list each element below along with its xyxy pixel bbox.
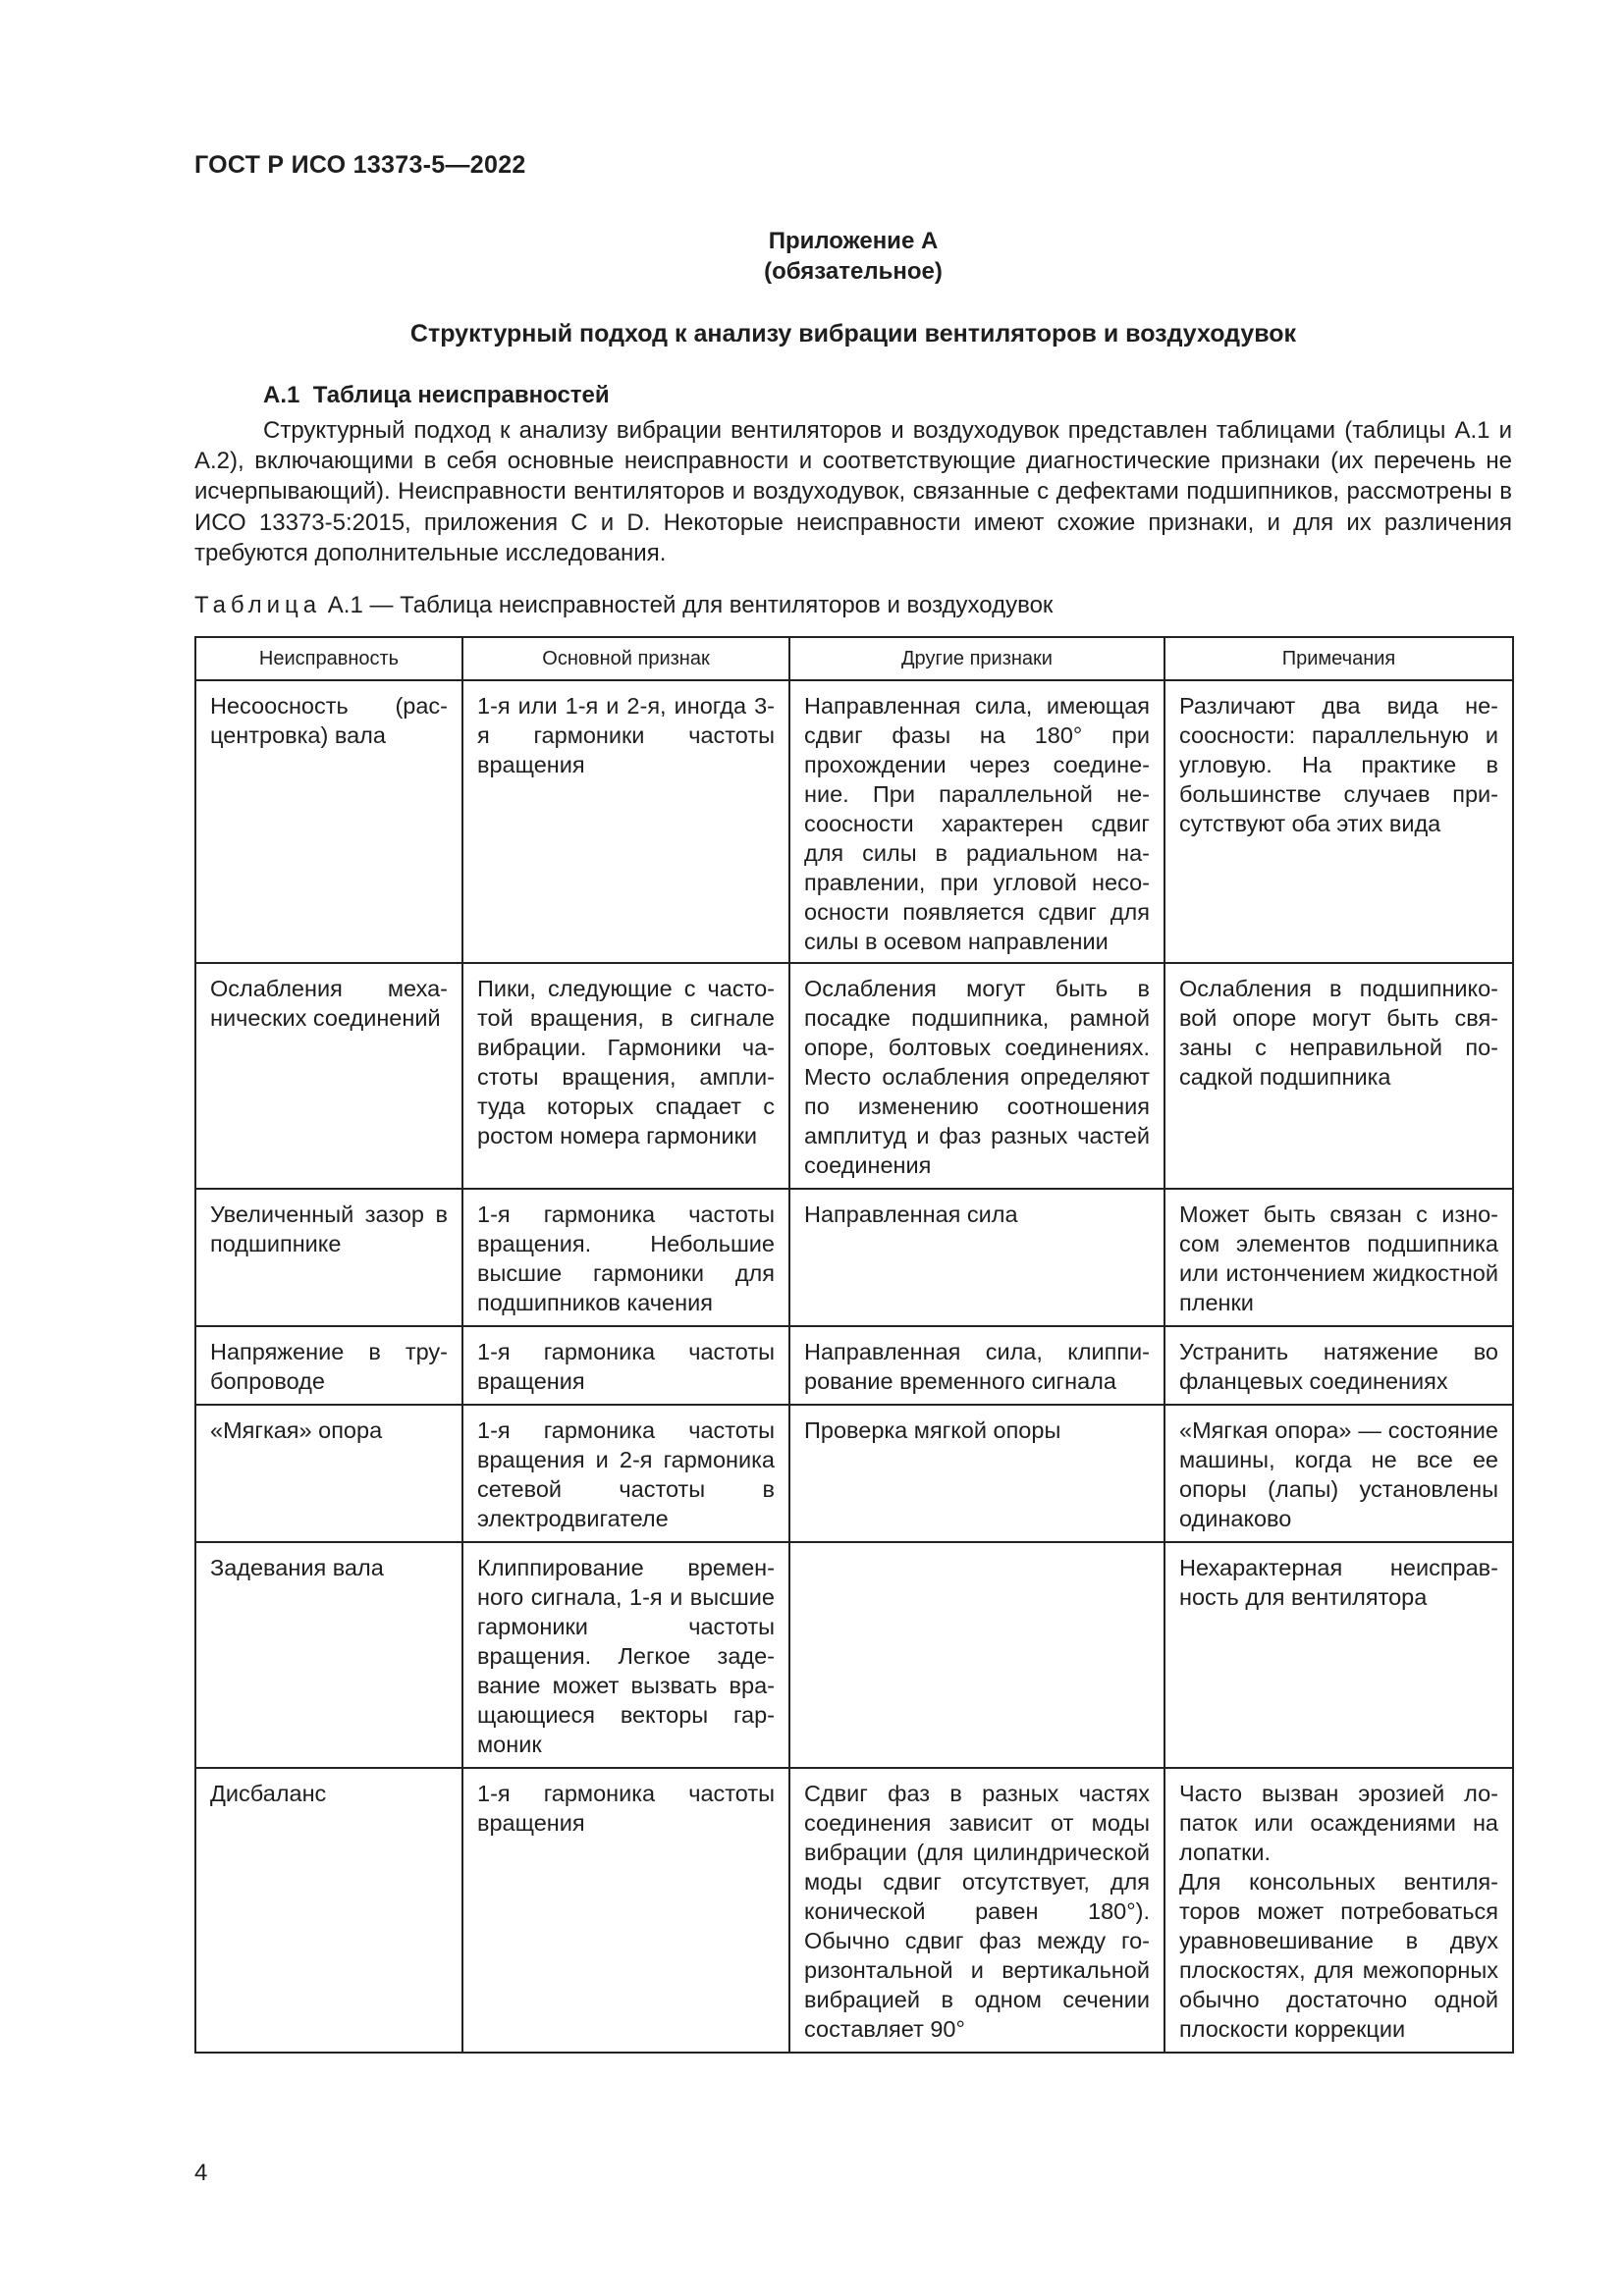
- table-cell: Пики, следующие с частотой вращения, в сигнале вибрации. Гармоники частоты вращения, амплитуда которых спадает с ростом номера гармоники: [462, 963, 789, 1189]
- table-caption: [194, 592, 1053, 619]
- annex-status: (обязательное): [764, 258, 943, 285]
- table-cell: Дисбаланс: [195, 1768, 462, 2053]
- table-header-row: [195, 637, 1513, 680]
- section-title: Таблица неисправностей: [312, 382, 610, 408]
- page-number: 4: [194, 2160, 208, 2186]
- section-heading: [263, 382, 610, 409]
- table-caption-text: А.1 — Таблица неисправностей для вентиляторов и воздуходувок: [321, 592, 1054, 618]
- column-header: Основной признак: [462, 637, 789, 680]
- table-row: [195, 963, 1513, 1189]
- faults-table: [194, 636, 1514, 2054]
- table-cell: Ослабления в подшипниковой опоре могут быть связаны с неправильной посадкой подшипника: [1164, 963, 1513, 1189]
- table-cell: Проверка мягкой опоры: [789, 1405, 1164, 1542]
- section-number: А.1: [263, 382, 300, 408]
- table-cell: 1-я гармоника частоты вращения и 2-я гармоника сетевой частоты в электродвигателе: [462, 1405, 789, 1542]
- column-header: Неисправность: [195, 637, 462, 680]
- table-cell: Направленная сила, клиппирование временного сигнала: [789, 1326, 1164, 1405]
- table-cell: Увеличенный зазор в подшипнике: [195, 1189, 462, 1326]
- table-cell: Различают два вида несоосности: параллельную и угловую. На практике в большинстве случаев присутствуют оба этих вида: [1164, 680, 1513, 963]
- table-cell: Направленная сила, имеющая сдвиг фазы на 180° при прохождении через соединение. При параллельной несоосности характерен сдвиг для силы в радиальном направлении, при угловой несоосности появляется сдвиг для силы в осевом направлении: [789, 680, 1164, 963]
- table-row: [195, 1405, 1513, 1542]
- annex-title: Приложение А: [768, 228, 939, 254]
- table-row: [195, 680, 1513, 963]
- table-cell: Может быть связан с износом элементов подшипника или истончением жидкостной пленки: [1164, 1189, 1513, 1326]
- table-cell: 1-я гармоника частоты вращения. Небольшие высшие гармоники для подшипников качения: [462, 1189, 789, 1326]
- column-header: Другие признаки: [789, 637, 1164, 680]
- table-cell: Сдвиг фаз в разных частях соединения зависит от моды вибрации (для цилиндрической моды сдвиг отсутствует, для конической равен 180°). Обычно сдвиг фаз между горизонтальной и вертикальной вибрацией в одном сечении составляет 90°: [789, 1768, 1164, 2053]
- table-cell: Часто вызван эрозией лопаток или осаждениями на лопатки. Для консольных вентиляторов может потребоваться уравновешивание в двух плоскостях, для межопорных обычно достаточно одной плоскости коррекции: [1164, 1768, 1513, 2053]
- table-cell: Напряжение в трубопроводе: [195, 1326, 462, 1405]
- table-cell: Устранить натяжение во фланцевых соединениях: [1164, 1326, 1513, 1405]
- table-cell: «Мягкая опора» — состояние машины, когда не все ее опоры (лапы) установлены одинаково: [1164, 1405, 1513, 1542]
- table-row: [195, 1326, 1513, 1405]
- document-header: ГОСТ Р ИСО 13373-5—2022: [194, 151, 526, 179]
- table-cell: Направленная сила: [789, 1189, 1164, 1326]
- table-cell: «Мягкая» опора: [195, 1405, 462, 1542]
- table-cell: 1-я гармоника частоты вращения: [462, 1326, 789, 1405]
- intro-paragraph-text: Структурный подход к анализу вибрации вентиляторов и воздуходувок представлен таблицами (таблицы А.1 и А.2), включающими в себя основные неисправности и соответствующие диагностические признаки (их перечень не исчерпывающий). Неисправности вентиляторов и воздуходувок, связанные с дефектами подшипников, рассмотрены в ИСО 13373-5:2015, приложения С и D. Некоторые неисправности имеют схожие признаки, и для их различения требуются дополнительные исследования.: [194, 417, 1512, 566]
- table-caption-label: Таблица: [194, 592, 322, 618]
- table-row: [195, 1542, 1513, 1768]
- annex-heading: Структурный подход к анализу вибрации вентиляторов и воздуходувок: [409, 320, 1297, 347]
- table-row: [195, 1189, 1513, 1326]
- column-header: Примечания: [1164, 637, 1513, 680]
- table-cell: Задевания вала: [195, 1542, 462, 1768]
- table-cell: Несоосность (расцентровка) вала: [195, 680, 462, 963]
- table-cell: 1-я или 1-я и 2-я, иногда 3-я гармоники частоты вращения: [462, 680, 789, 963]
- table-cell: Ослабления могут быть в посадке подшипника, рамной опоре, болтовых соединениях. Место ослабления определяют по изменению соотношения амплитуд и фаз разных частей соединения: [789, 963, 1164, 1189]
- table-cell: Ослабления механических соединений: [195, 963, 462, 1189]
- table-row: [195, 1768, 1513, 2053]
- table-cell: 1-я гармоника частоты вращения: [462, 1768, 789, 2053]
- table-cell: Клиппирование временного сигнала, 1-я и высшие гармоники частоты вращения. Легкое задевание может вызвать вращающиеся векторы гармоник: [462, 1542, 789, 1768]
- intro-paragraph: [194, 415, 1512, 568]
- table-cell: Нехарактерная неисправность для вентилятора: [1164, 1542, 1513, 1768]
- table-cell: [789, 1542, 1164, 1768]
